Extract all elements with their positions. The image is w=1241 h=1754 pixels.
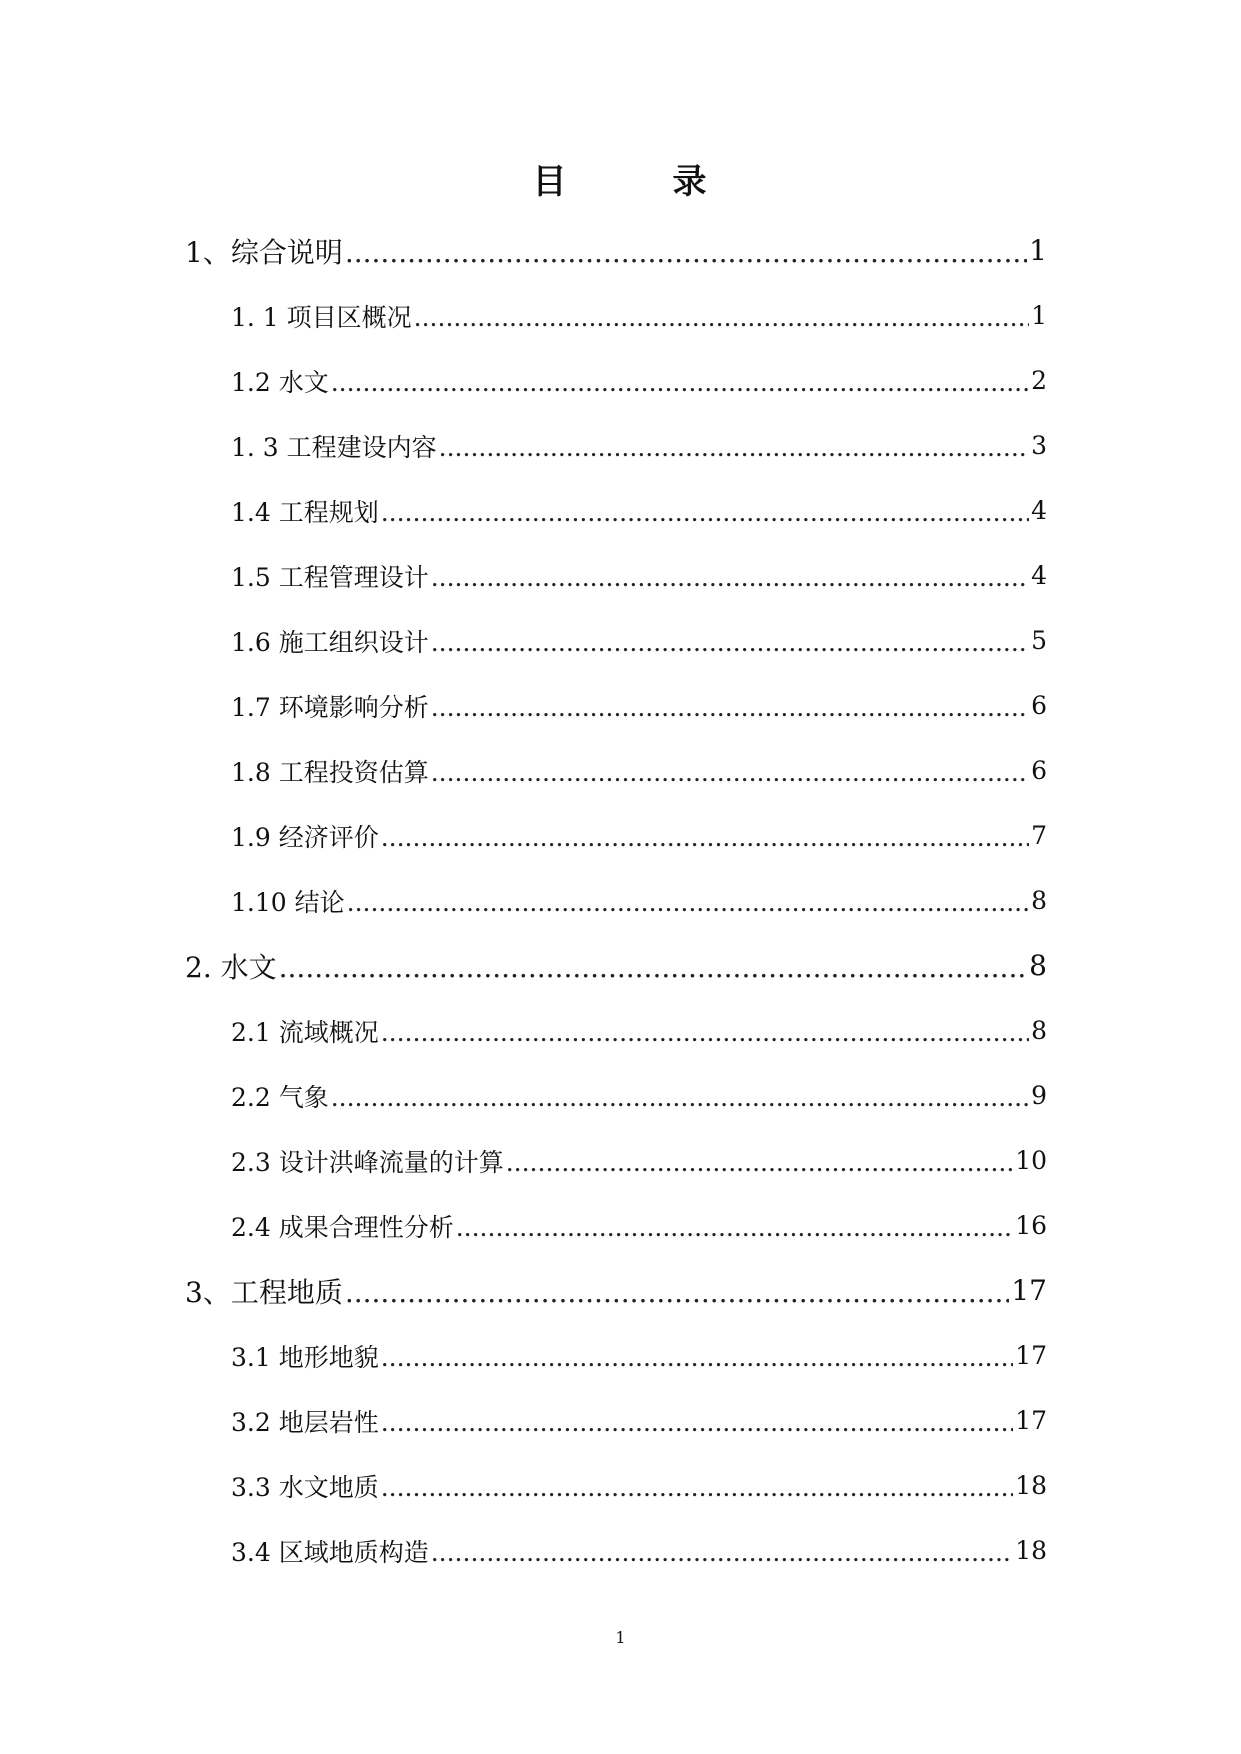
toc-entry[interactable] — [0, 673, 1241, 738]
dot-leader — [414, 303, 1029, 332]
toc-entry-page-number: 17 — [1015, 1406, 1047, 1435]
toc-entry-label: 3.3 水文地质 — [231, 1472, 379, 1502]
dot-leader — [381, 823, 1029, 852]
toc-entry[interactable] — [0, 283, 1241, 348]
dot-leader — [431, 563, 1029, 592]
toc-entry[interactable] — [0, 1518, 1241, 1583]
dot-leader — [331, 368, 1029, 397]
toc-entry-label: 1.10 结论 — [231, 887, 345, 917]
toc-entry-page-number: 10 — [1015, 1146, 1047, 1175]
page-number-footer: 1 — [615, 1628, 626, 1647]
toc-entry-label: 2. 水文 — [185, 950, 277, 984]
toc-entry-page-number: 17 — [1015, 1341, 1047, 1370]
dot-leader — [347, 888, 1029, 917]
toc-entry-page-number: 9 — [1031, 1081, 1047, 1110]
toc-entry-page-number: 3 — [1031, 431, 1047, 460]
toc-entry-label: 3.2 地层岩性 — [231, 1407, 379, 1437]
dot-leader — [431, 758, 1029, 787]
dot-leader — [279, 951, 1028, 984]
toc-entry[interactable] — [0, 1063, 1241, 1128]
toc-entry-label: 1.7 环境影响分析 — [231, 692, 429, 722]
toc-entry[interactable] — [0, 868, 1241, 933]
toc-entry-label: 1.6 施工组织设计 — [231, 627, 429, 657]
toc-entry-label: 2.2 气象 — [231, 1082, 329, 1112]
toc-entry-page-number: 5 — [1031, 626, 1047, 655]
toc-entry[interactable] — [0, 998, 1241, 1063]
dot-leader — [381, 1473, 1013, 1502]
toc-entry[interactable] — [0, 933, 1241, 998]
dot-leader — [381, 1018, 1029, 1047]
toc-entry[interactable] — [0, 218, 1241, 283]
toc-entry-page-number: 4 — [1031, 561, 1047, 590]
dot-leader — [456, 1213, 1013, 1242]
toc-entry-page-number: 8 — [1029, 949, 1047, 982]
toc-entry-page-number: 2 — [1031, 366, 1047, 395]
toc-entry-label: 1.4 工程规划 — [231, 497, 379, 527]
toc-entry-label: 1.5 工程管理设计 — [231, 562, 429, 592]
title-char-2: 录 — [672, 162, 709, 202]
toc-entry-label: 3、工程地质 — [185, 1275, 343, 1309]
toc-entry[interactable] — [0, 478, 1241, 543]
toc-entry-page-number: 6 — [1031, 756, 1047, 785]
toc-entry-label: 1.9 经济评价 — [231, 822, 379, 852]
table-of-contents — [0, 218, 1241, 1583]
toc-entry-page-number: 18 — [1015, 1471, 1047, 1500]
toc-entry-label: 2.1 流域概况 — [231, 1017, 379, 1047]
toc-entry-label: 1.8 工程投资估算 — [231, 757, 429, 787]
toc-entry-page-number: 17 — [1011, 1274, 1047, 1307]
toc-entry[interactable] — [0, 1388, 1241, 1453]
toc-entry-page-number: 6 — [1031, 691, 1047, 720]
toc-entry-label: 1. 3 工程建设内容 — [231, 432, 437, 462]
toc-entry[interactable] — [0, 543, 1241, 608]
toc-entry-label: 1、综合说明 — [185, 235, 343, 269]
dot-leader — [431, 693, 1029, 722]
page-title — [0, 158, 1241, 206]
toc-entry-page-number: 8 — [1031, 1016, 1047, 1045]
dot-leader — [381, 1408, 1013, 1437]
dot-leader — [506, 1148, 1013, 1177]
toc-entry-label: 2.4 成果合理性分析 — [231, 1212, 454, 1242]
toc-entry-label: 3.4 区域地质构造 — [231, 1537, 429, 1567]
dot-leader — [431, 628, 1029, 657]
dot-leader — [439, 433, 1029, 462]
toc-entry-page-number: 16 — [1015, 1211, 1047, 1240]
dot-leader — [431, 1538, 1013, 1567]
toc-entry[interactable] — [0, 803, 1241, 868]
toc-entry[interactable] — [0, 1323, 1241, 1388]
toc-entry-page-number: 7 — [1031, 821, 1047, 850]
toc-entry[interactable] — [0, 348, 1241, 413]
toc-entry-page-number: 8 — [1031, 886, 1047, 915]
toc-entry-label: 1. 1 项目区概况 — [231, 302, 412, 332]
toc-entry-label: 3.1 地形地貌 — [231, 1342, 379, 1372]
toc-entry[interactable] — [0, 1453, 1241, 1518]
toc-entry[interactable] — [0, 1128, 1241, 1193]
toc-entry-page-number: 1 — [1031, 301, 1047, 330]
dot-leader — [331, 1083, 1029, 1112]
toc-entry-page-number: 4 — [1031, 496, 1047, 525]
toc-entry-label: 2.3 设计洪峰流量的计算 — [231, 1147, 504, 1177]
toc-entry[interactable] — [0, 1258, 1241, 1323]
toc-entry[interactable] — [0, 1193, 1241, 1258]
toc-entry[interactable] — [0, 413, 1241, 478]
toc-entry-label: 1.2 水文 — [231, 367, 329, 397]
title-char-1: 目 — [532, 162, 569, 202]
toc-entry-page-number: 1 — [1029, 234, 1047, 267]
dot-leader — [381, 498, 1029, 527]
toc-entry[interactable] — [0, 608, 1241, 673]
toc-entry-page-number: 18 — [1015, 1536, 1047, 1565]
dot-leader — [345, 1276, 1010, 1309]
dot-leader — [345, 236, 1027, 269]
toc-entry[interactable] — [0, 738, 1241, 803]
dot-leader — [381, 1343, 1013, 1372]
